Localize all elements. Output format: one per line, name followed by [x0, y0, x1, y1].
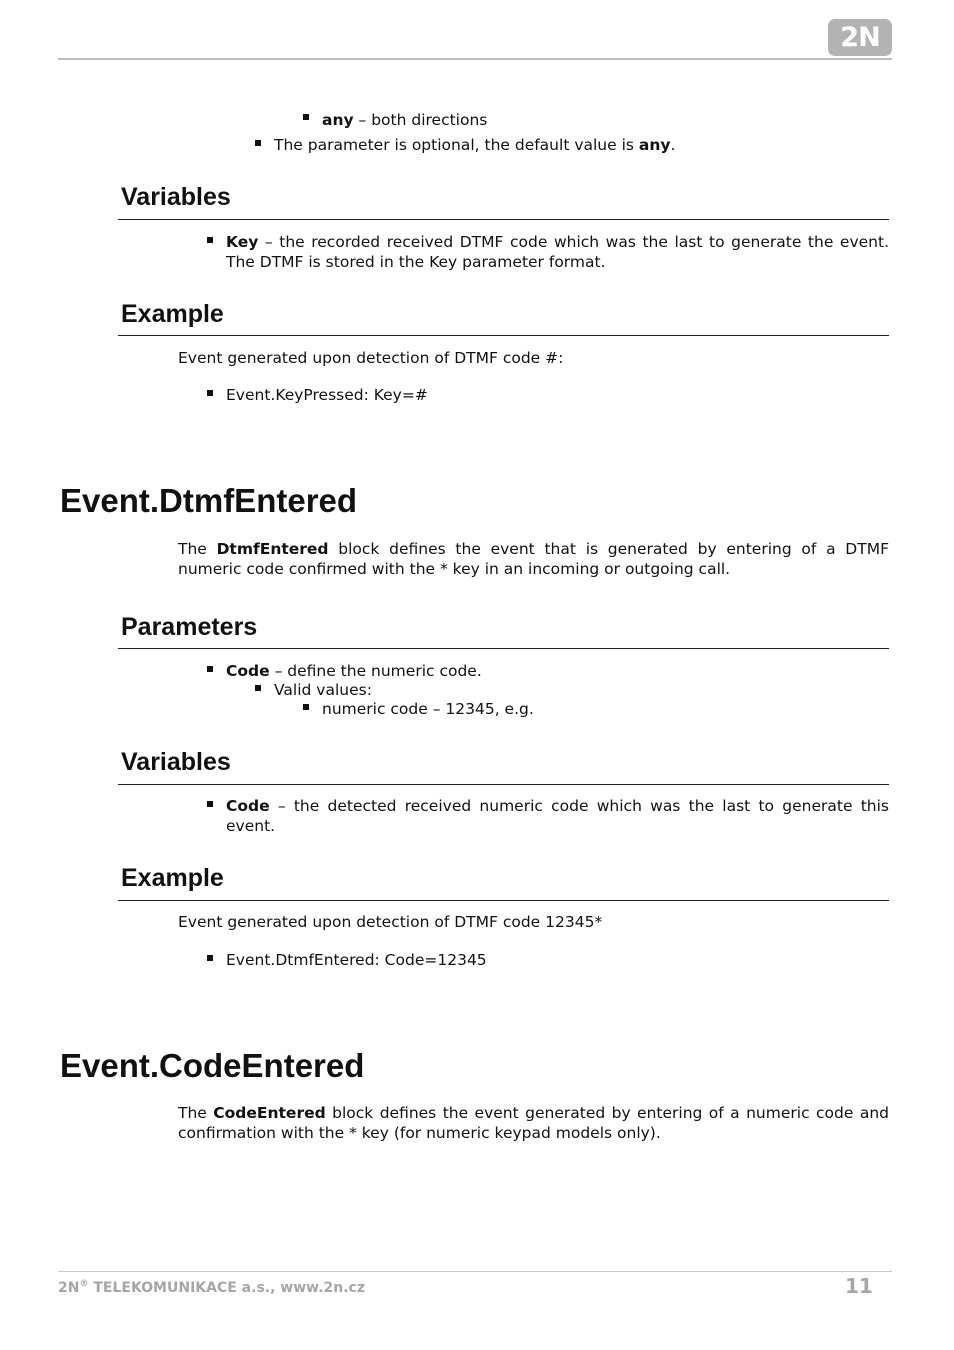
item-bold: any — [638, 136, 671, 154]
section-heading-example: Example — [121, 300, 224, 328]
company-logo — [828, 19, 892, 56]
example-text: Event generated upon detection of DTMF code #: — [178, 349, 564, 367]
dtmf-intro — [178, 539, 889, 579]
bullet-icon — [303, 114, 309, 120]
section-heading-variables: Variables — [121, 748, 231, 776]
heading-rule — [118, 900, 889, 901]
bullet-icon — [255, 140, 261, 146]
footer-company — [58, 1279, 365, 1296]
registered-mark: ® — [79, 1279, 89, 1289]
code-entered-intro — [178, 1103, 889, 1143]
bullet-icon — [207, 237, 213, 243]
header-divider — [58, 58, 892, 60]
item-desc: – the recorded received DTMF code which was the last to generate the event. The DTMF is stored in the Key parameter format. — [226, 233, 889, 271]
footer-company-name: TELEKOMUNIKACE a.s., www.2n.cz — [88, 1280, 365, 1296]
intro-prefix: The — [178, 1104, 214, 1122]
valid-values: Valid values: — [274, 681, 372, 699]
page-title-dtmf-entered: Event.DtmfEntered — [60, 482, 358, 519]
item-desc: – define the numeric code. — [269, 662, 482, 680]
bullet-icon — [303, 704, 309, 710]
page-number: 11 — [845, 1274, 873, 1298]
example-item: Event.DtmfEntered: Code=12345 — [226, 951, 487, 969]
footer-brand: 2N — [58, 1280, 80, 1296]
list-item-optional — [274, 135, 675, 155]
intro-bold: CodeEntered — [213, 1104, 326, 1122]
numeric-code-value: numeric code – 12345, e.g. — [322, 700, 534, 718]
item-desc: – both directions — [353, 111, 488, 129]
bullet-icon — [207, 390, 213, 396]
section-heading-variables: Variables — [121, 183, 231, 211]
bullet-icon — [207, 955, 213, 961]
section-heading-example: Example — [121, 864, 224, 892]
logo-text: 2N — [840, 22, 880, 53]
heading-rule — [118, 784, 889, 785]
variable-code — [226, 796, 889, 836]
intro-rest: block defines the event that is generated by entering of a DTMF numeric code confirmed with the * key in an incoming or outgoing call. — [178, 540, 889, 578]
heading-rule — [118, 648, 889, 649]
item-key: Code — [226, 797, 270, 815]
variable-key — [226, 232, 889, 272]
footer-divider — [58, 1271, 892, 1272]
example-item: Event.KeyPressed: Key=# — [226, 386, 428, 404]
bullet-icon — [207, 666, 213, 672]
heading-rule — [118, 335, 889, 336]
item-text: The parameter is optional, the default value is — [274, 136, 639, 154]
item-desc: – the detected received numeric code which was the last to generate this event. — [226, 797, 889, 835]
intro-rest: block defines the event generated by entering of a numeric code and confirmation with the * key (for numeric keypad models only). — [178, 1104, 889, 1142]
list-item-any — [322, 110, 487, 130]
item-suffix: . — [670, 136, 676, 154]
section-heading-parameters: Parameters — [121, 613, 258, 641]
parameter-code — [226, 661, 482, 681]
item-key: Code — [226, 662, 270, 680]
intro-bold: DtmfEntered — [216, 540, 329, 558]
bullet-icon — [207, 801, 213, 807]
item-key: any — [322, 111, 354, 129]
intro-prefix: The — [178, 540, 217, 558]
item-key: Key — [226, 233, 259, 251]
heading-rule — [118, 219, 889, 220]
example-text: Event generated upon detection of DTMF code 12345* — [178, 913, 603, 931]
page-title-code-entered: Event.CodeEntered — [60, 1047, 365, 1084]
bullet-icon — [255, 685, 261, 691]
